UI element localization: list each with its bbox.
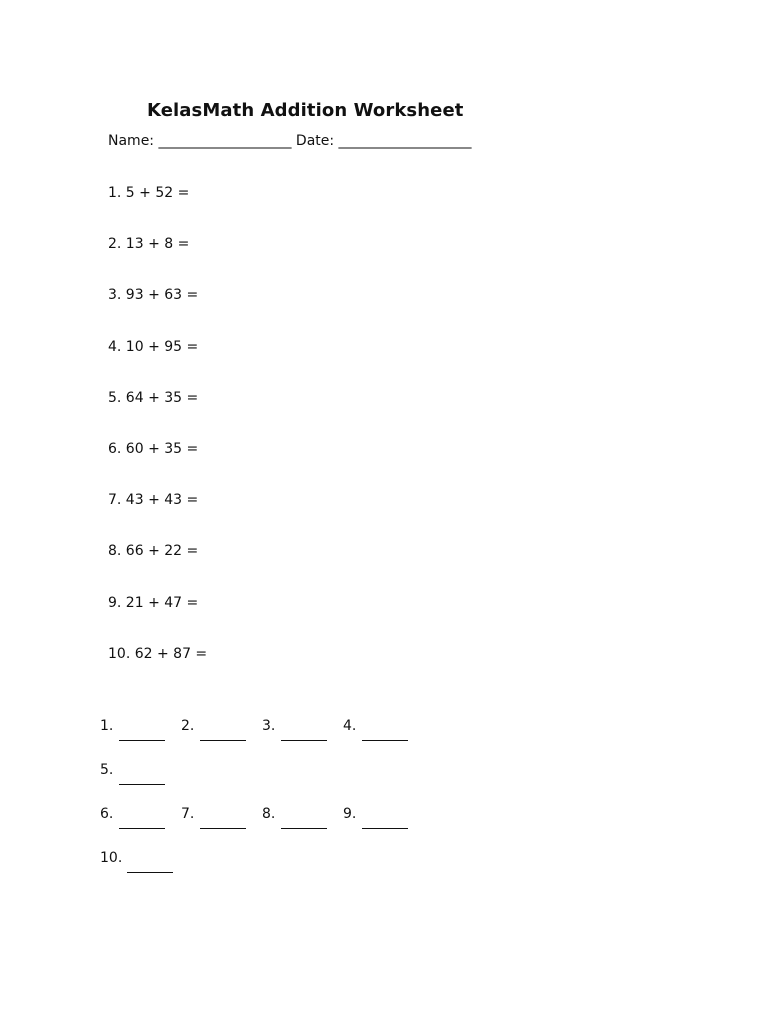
answer-section xyxy=(100,697,520,873)
answer-label: 4. xyxy=(343,718,357,734)
answer-label: 5. xyxy=(100,762,114,778)
answer-label: 3. xyxy=(262,718,276,734)
answer-label: 9. xyxy=(343,806,357,822)
answer-row xyxy=(100,741,520,785)
answer-row xyxy=(100,697,520,741)
answer-blank[interactable] xyxy=(200,718,246,741)
name-date-line: Name: ___________________ Date: ___________________ xyxy=(108,133,472,149)
problem-item: 5. 64 + 35 = xyxy=(108,389,199,406)
answer-label: 6. xyxy=(100,806,114,822)
answer-row xyxy=(100,829,520,873)
problem-item: 6. 60 + 35 = xyxy=(108,440,199,457)
problem-list xyxy=(108,184,207,696)
answer-slot xyxy=(100,803,181,829)
answer-blank[interactable] xyxy=(362,718,408,741)
problem-item: 1. 5 + 52 = xyxy=(108,185,190,201)
problem-item: 3. 93 + 63 = xyxy=(108,287,199,304)
problem-item: 9. 21 + 47 = xyxy=(108,594,199,611)
answer-blank[interactable] xyxy=(119,762,165,785)
problem-item: 8. 66 + 22 = xyxy=(108,543,199,560)
answer-blank[interactable] xyxy=(362,806,408,829)
problem-item: 2. 13 + 8 = xyxy=(108,236,190,253)
answer-blank[interactable] xyxy=(127,850,173,873)
answer-slot xyxy=(343,715,424,741)
answer-label: 7. xyxy=(181,806,195,822)
answer-blank[interactable] xyxy=(281,718,327,741)
answer-slot xyxy=(262,803,343,829)
answer-slot xyxy=(262,715,343,741)
answer-row xyxy=(100,785,520,829)
problem-item: 7. 43 + 43 = xyxy=(108,492,199,509)
answer-slot xyxy=(181,803,262,829)
problem-item: 10. 62 + 87 = xyxy=(108,645,208,662)
answer-slot xyxy=(100,759,181,785)
answer-blank[interactable] xyxy=(119,806,165,829)
answer-slot xyxy=(181,715,262,741)
answer-blank[interactable] xyxy=(281,806,327,829)
answer-label: 1. xyxy=(100,718,114,734)
answer-slot xyxy=(100,715,181,741)
answer-label: 2. xyxy=(181,718,195,734)
problem-item: 4. 10 + 95 = xyxy=(108,338,199,355)
answer-blank[interactable] xyxy=(119,718,165,741)
worksheet-title: KelasMath Addition Worksheet xyxy=(147,100,464,121)
answer-slot xyxy=(343,803,424,829)
answer-slot xyxy=(100,847,181,873)
answer-blank[interactable] xyxy=(200,806,246,829)
answer-label: 8. xyxy=(262,806,276,822)
answer-label: 10. xyxy=(100,850,123,866)
